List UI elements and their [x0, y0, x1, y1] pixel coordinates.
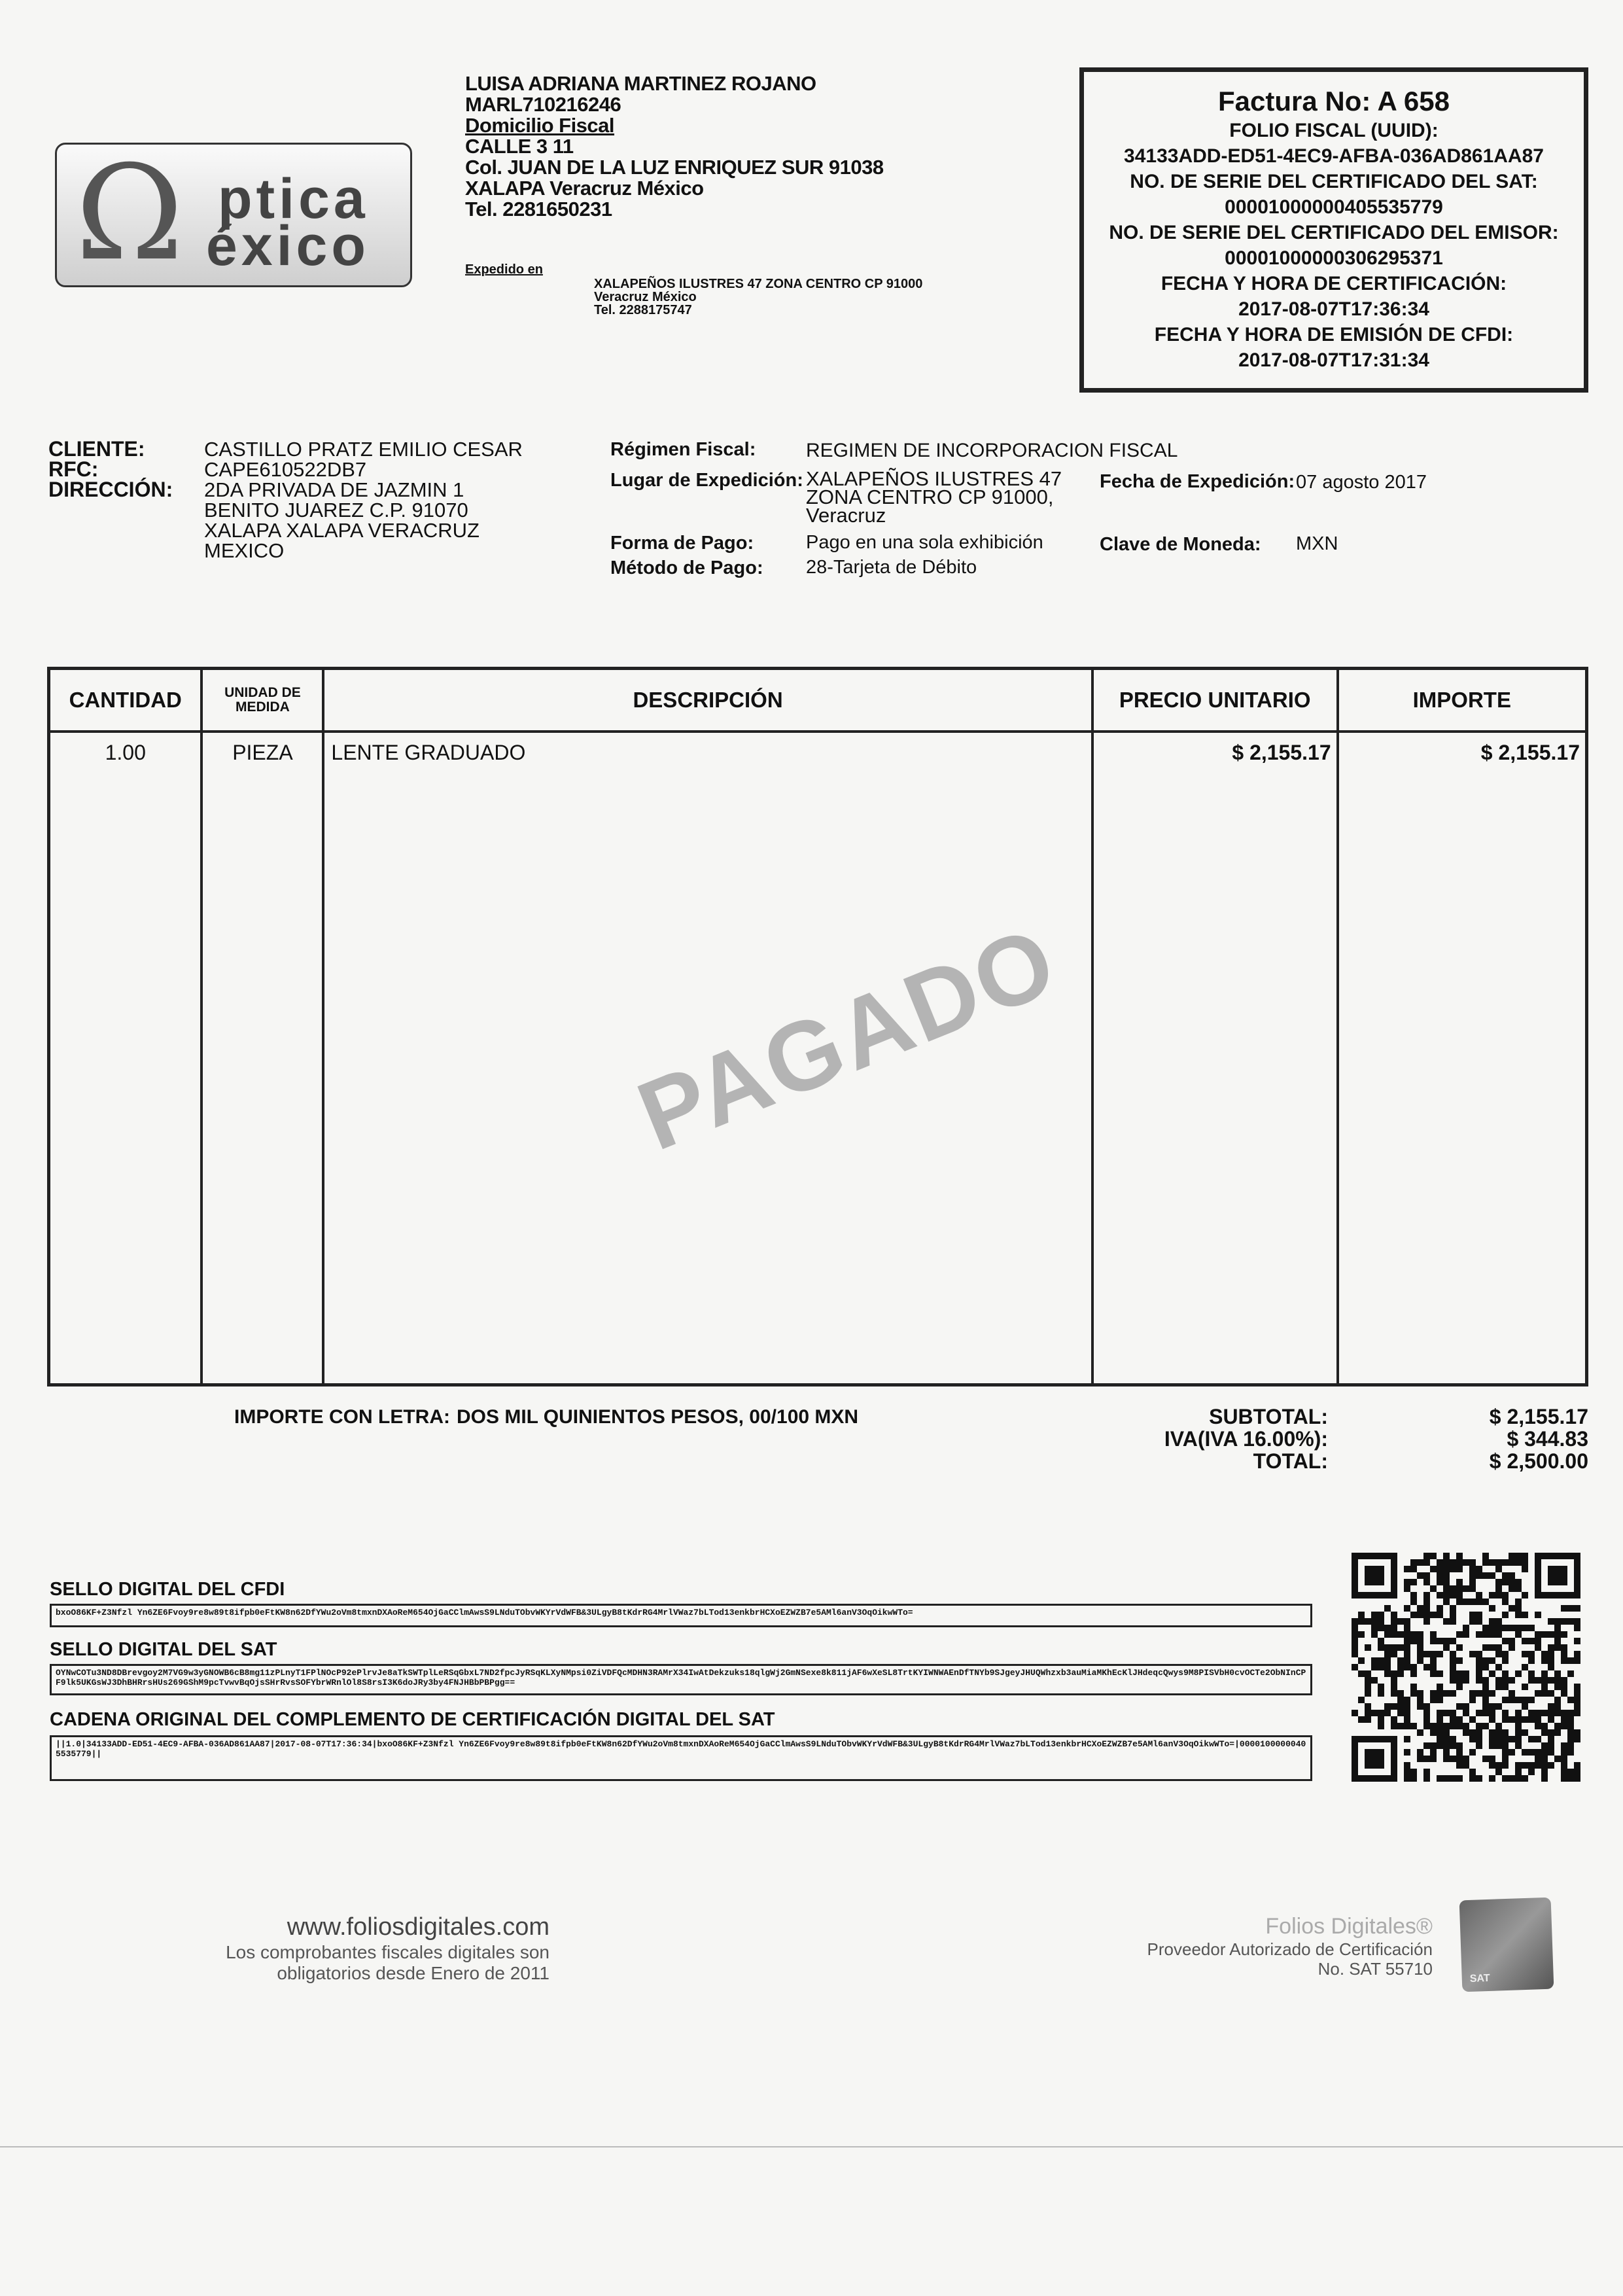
- footer-right-line-3: No. SAT 55710: [1318, 1959, 1433, 1979]
- table-header-row: [49, 669, 1587, 732]
- subtotal-value: $ 2,155.17: [1489, 1405, 1588, 1428]
- cell-cantidad: 1.00: [49, 732, 202, 1385]
- cliente-label: CLIENTE:: [48, 437, 145, 461]
- forma-pago-label: Forma de Pago:: [610, 533, 754, 554]
- folio-box: [1079, 67, 1588, 393]
- footer-left-line-3: obligatorios desde Enero de 2011: [277, 1963, 550, 1983]
- regimen-label: Régimen Fiscal:: [610, 439, 756, 460]
- cell-descripcion: LENTE GRADUADO: [323, 732, 1092, 1385]
- exp-line-1: XALAPEÑOS ILUSTRES 47 ZONA CENTRO CP 91000: [594, 277, 923, 291]
- client-addr-3: XALAPA XALAPA VERACRUZ: [204, 519, 480, 542]
- client-rfc: CAPE610522DB7: [204, 458, 367, 481]
- sat-badge-icon: [1459, 1898, 1554, 1992]
- cadena-original-label: CADENA ORIGINAL DEL COMPLEMENTO DE CERTIFICACIÓN DIGITAL DEL SAT: [50, 1709, 775, 1730]
- importe-letra-label: IMPORTE CON LETRA:: [234, 1406, 450, 1428]
- cert-date-value: 2017-08-07T17:36:34: [1238, 298, 1429, 320]
- importe-letra-value: DOS MIL QUINIENTOS PESOS, 00/100 MXN: [457, 1406, 859, 1428]
- moneda-label: Clave de Moneda:: [1100, 534, 1261, 555]
- client-values: [204, 439, 523, 561]
- client-labels: [48, 439, 173, 500]
- lugar-line-3: Veracruz: [806, 504, 886, 527]
- regimen-value: REGIMEN DE INCORPORACION FISCAL: [806, 440, 1178, 461]
- cell-importe: $ 2,155.17: [1338, 732, 1587, 1385]
- client-name: CASTILLO PRATZ EMILIO CESAR: [204, 438, 523, 461]
- sello-cfdi-box: bxoO86KF+Z3Nfzl Yn6ZE6Fvoy9re8w89t8ifpb0eFtKW8n62DfYWu2oVm8tmxnDXAoReM654OjGaCClmAwsS9LNduTObvWKYrVdWFB&3ULgyB8tKdrRG4MrlVWaz7bLTod13enkbrHCXoEZWZB7e5AMl6anV3OqOikwWTo=: [50, 1604, 1312, 1627]
- sello-cfdi-label: SELLO DIGITAL DEL CFDI: [50, 1579, 285, 1600]
- cell-unidad: PIEZA: [201, 732, 323, 1385]
- page-divider: [0, 2146, 1623, 2147]
- footer-left: [131, 1912, 550, 1984]
- sat-cert-value: 00001000000405535779: [1225, 196, 1443, 218]
- cell-precio: $ 2,155.17: [1092, 732, 1338, 1385]
- issuer-block: [465, 73, 884, 220]
- issuer-name: LUISA ADRIANA MARTINEZ ROJANO: [465, 72, 816, 95]
- cert-date-label: FECHA Y HORA DE CERTIFICACIÓN:: [1161, 273, 1507, 294]
- metodo-pago-label: Método de Pago:: [610, 557, 763, 578]
- lugar-line-2: ZONA CENTRO CP 91000,: [806, 486, 1054, 508]
- iva-label: IVA(IVA 16.00%):: [1164, 1427, 1328, 1451]
- optica-mexico-logo: [55, 143, 412, 287]
- total-label: TOTAL:: [1253, 1449, 1328, 1473]
- qr-code: [1352, 1553, 1580, 1782]
- rfc-label: RFC:: [48, 457, 99, 481]
- moneda-value: MXN: [1296, 533, 1338, 554]
- expedido-block: [594, 277, 922, 317]
- lugar-line-1: XALAPEÑOS ILUSTRES 47: [806, 467, 1062, 490]
- logo-word-1: ptica: [218, 168, 369, 230]
- emisor-cert-value: 00001000000306295371: [1225, 247, 1443, 269]
- uuid-value: 34133ADD-ED51-4EC9-AFBA-036AD861AA87: [1124, 145, 1544, 167]
- client-addr-1: 2DA PRIVADA DE JAZMIN 1: [204, 478, 464, 501]
- issuer-city: XALAPA Veracruz México: [465, 177, 704, 200]
- iva-value: $ 344.83: [1507, 1427, 1588, 1451]
- fecha-exp-value: 07 agosto 2017: [1296, 472, 1427, 493]
- totals-labels: [1060, 1405, 1328, 1472]
- footer-right-line-2: Proveedor Autorizado de Certificación: [1147, 1939, 1433, 1959]
- issuer-colonia: Col. JUAN DE LA LUZ ENRIQUEZ SUR 91038: [465, 156, 884, 179]
- emisor-cert-label: NO. DE SERIE DEL CERTIFICADO DEL EMISOR:: [1109, 222, 1559, 243]
- lugar-value: [806, 467, 1062, 527]
- col-importe: IMPORTE: [1338, 669, 1587, 732]
- issuer-rfc: MARL710216246: [465, 93, 621, 116]
- emision-date-value: 2017-08-07T17:31:34: [1238, 349, 1429, 371]
- client-addr-4: MEXICO: [204, 539, 285, 562]
- exp-line-3: Tel. 2288175747: [594, 303, 692, 317]
- emision-date-label: FECHA Y HORA DE EMISIÓN DE CFDI:: [1154, 324, 1514, 345]
- totals-values: [1406, 1405, 1588, 1472]
- subtotal-label: SUBTOTAL:: [1209, 1405, 1328, 1428]
- footer-right: [1073, 1913, 1433, 1979]
- fecha-exp-label: Fecha de Expedición:: [1100, 471, 1295, 492]
- col-unidad: UNIDAD DE MEDIDA: [201, 669, 323, 732]
- metodo-pago-value: 28-Tarjeta de Débito: [806, 557, 977, 578]
- col-descripcion: DESCRIPCIÓN: [323, 669, 1092, 732]
- direccion-label: DIRECCIÓN:: [48, 478, 173, 501]
- total-value: $ 2,500.00: [1489, 1449, 1588, 1473]
- forma-pago-value: Pago en una sola exhibición: [806, 532, 1043, 553]
- issuer-street: CALLE 3 11: [465, 135, 574, 158]
- sat-cert-label: NO. DE SERIE DEL CERTIFICADO DEL SAT:: [1130, 171, 1538, 192]
- logo-word-2: éxico: [206, 215, 370, 277]
- pagado-stamp: PAGADO: [623, 904, 1072, 1171]
- col-cantidad: CANTIDAD: [49, 669, 202, 732]
- col-precio: PRECIO UNITARIO: [1092, 669, 1338, 732]
- sat-badge-text: SAT: [1469, 1972, 1490, 1985]
- logo-omega-mark: Ω: [75, 143, 184, 287]
- exp-line-2: Veracruz México: [594, 290, 697, 304]
- uuid-label: FOLIO FISCAL (UUID):: [1229, 120, 1439, 141]
- lugar-label: Lugar de Expedición:: [610, 470, 803, 491]
- footer-url[interactable]: www.foliosdigitales.com: [287, 1913, 550, 1941]
- cadena-original-box: ||1.0|34133ADD-ED51-4EC9-AFBA-036AD861AA87|2017-08-07T17:36:34|bxoO86KF+Z3Nfzl Yn6ZE6Fvoy9re8w89t8ifpb0eFtKW8n62DfYWu2oVm8tmxnDXAoReM654OjGaCClmAwsS9LNduTObvWKYrVdWFB&3ULgyB8tKdrRG4MrlVWaz7bLTod13enkbrHCXoEZWZB7e5AMl6anV3OqOikwWTo=|00001000000405535779||: [50, 1735, 1312, 1781]
- sello-sat-label: SELLO DIGITAL DEL SAT: [50, 1639, 277, 1660]
- client-addr-2: BENITO JUAREZ C.P. 91070: [204, 499, 468, 521]
- footer-brand: Folios Digitales®: [1265, 1914, 1433, 1939]
- footer-left-line-2: Los comprobantes fiscales digitales son: [226, 1942, 550, 1962]
- expedido-label: Expedido en: [465, 262, 543, 277]
- issuer-phone: Tel. 2281650231: [465, 198, 612, 221]
- sello-sat-box: OYNwCOTu3ND8DBrevgoy2M7VG9w3yGNOWB6cB8mg11zPLnyT1FPlNOcP92ePlrvJe8aTkSWTplLeRSqGbxL7ND2fpcJyRSqKLXyNMpsi0ZiVDFQcMDHN3RAMrX34IwAtDekzuks18qlgWj2GmNSexe8k811jAF6wXeSL8TrtKYIWNWAEnDfTNYb9SJgeyJHUQWhzxb3auMiaMKhEcKlJHdeqcQwys9M8PISVbH0cvOCTe2ObNInCPF9lk5UKGsWJ3DhBHRrsHUs269GShM9pcTvwvBqOjsSHrRvsSOFYbrWRnlOl8S8rsI3K6doJRy3by4FNJHBbPBPgg==: [50, 1664, 1312, 1695]
- domicilio-label: Domicilio Fiscal: [465, 114, 615, 137]
- invoice-number: Factura No: A 658: [1218, 86, 1450, 116]
